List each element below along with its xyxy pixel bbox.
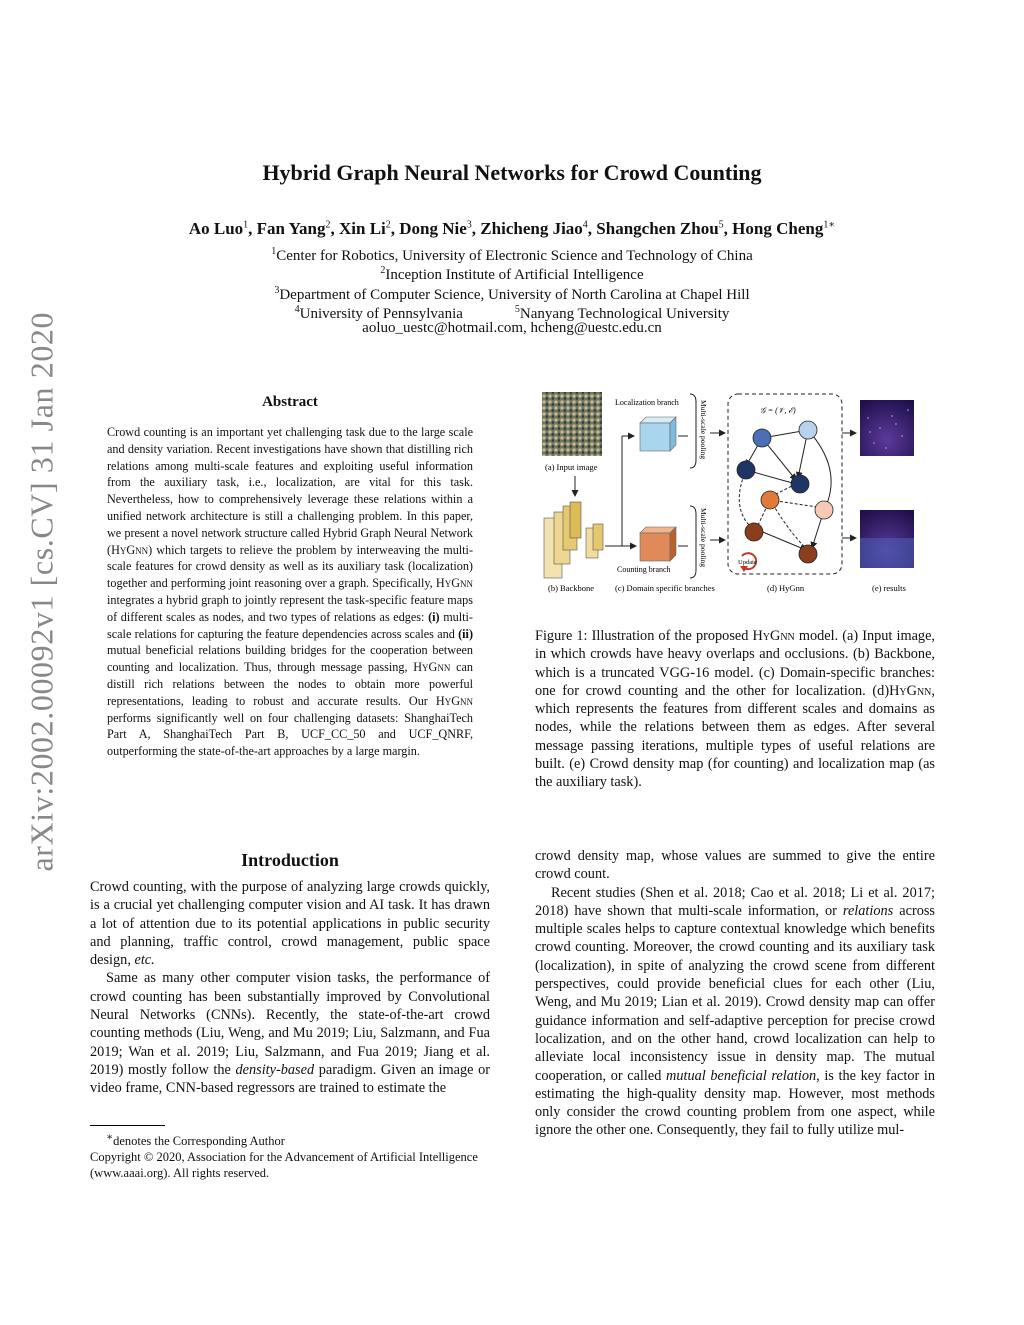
arxiv-side-label: arXiv:2002.00092v1 [cs.CV] 31 Jan 2020 (23, 311, 60, 872)
graph-node (745, 523, 763, 541)
label-b: (b) Backbone (548, 583, 595, 593)
counting-cube (640, 527, 676, 561)
update-label: Update (738, 559, 757, 566)
author: Ao Luo (188, 219, 244, 238)
footnote: ∗denotes the Corresponding Author Copyright © 2020, Association for the Advancement of Artificial Intelligence (www.aaai.org). All rights reserved. (90, 1132, 478, 1181)
localization-cube (640, 417, 676, 451)
affiliation-1: $^1$Center for Robotics, University of Electronic Science and Technology of China (271, 246, 753, 264)
msp-label-top: Multi-scale pooling (699, 400, 708, 459)
author: Shangchen Zhou (596, 219, 719, 238)
label-c: (c) Domain specific branches (615, 583, 715, 593)
intro-left-column (90, 878, 490, 1098)
graph-node (753, 429, 771, 447)
author: Hong Cheng (732, 219, 824, 238)
figure-1 (530, 388, 940, 603)
author: Xin Li (338, 219, 386, 238)
affiliation-4-5: $^4$University of Pennsylvania $^5$Nanyang Technological University (294, 304, 730, 322)
loc-branch-label: Localization branch (615, 398, 679, 407)
paper-title: Hybrid Graph Neural Networks for Crowd Counting (262, 160, 762, 185)
author-list: Ao Luo$^1$, Fan Yang$^2$, Xin Li$^2$, Dong Nie$^3$, Zhicheng Jiao$^4$, Shangchen Zhou$^5$, Hong Cheng$^{1∗}$ (188, 219, 836, 238)
intro-paragraph-2: Same as many other computer vision tasks, the performance of crowd counting has been substantially improved by Convolutional Neural Networks (CNNs). Recently, the state-of-the-art crowd counting methods (Liu, Weng, and Mu 2019; Liu, Salzmann, and Fua 2019; Wan et al. 2019; Liu, Salzmann, and Fua 2019; Jiang et al. 2019) mostly follow the density-based paradigm. Given an image or video frame, CNN-based regressors are trained to estimate the (90, 970, 490, 1097)
affiliation-2: $^2$Inception Institute of Artificial Intelligence (380, 265, 644, 283)
graph-node (799, 421, 817, 439)
author: Dong Nie (399, 219, 467, 238)
intro-paragraph-4: Recent studies (Shen et al. 2018; Cao et al. 2018; Li et al. 2017; 2018) have shown that multi-scale information, or relations across multiple scales helps to capture contextual knowledge which benefits crowd counting. Moreover, the crowd counting and its auxiliary task (localization), in spite of analyzing the crowd scene from different perspectives, could provide beneficial clues for each other (Liu, Weng, and Mu 2019; Lian et al. 2019). Crowd density map can offer guidance information and self-adaptive perception for precise crowd localization, and on the other hand, crowd localization can help to alleviate local inconsistency issue in density map. The mutual cooperation, or called mutual beneficial relation, is the key factor in estimating the high-quality density map. However, most methods only consider the crowd counting problem from one aspect, while ignore the other one. Consequently, they fail to fully utilize mul- (535, 884, 935, 1139)
abstract-body: Crowd counting is an important yet challenging task due to the large scale and density variation. Recent investigations have shown that distilling rich relations among multi-scale features and exploiting useful information from the auxiliary task, i.e., localization, are vital for this task. Nevertheless, how to comprehensively leverage these relations within a unified network architecture is still a challenging problem. In this paper, we present a novel network structure called Hybrid Graph Neural Network (HyGnn) which targets to relieve the problem by interweaving the multi-scale features for crowd density as well as its auxiliary task (localization) together and performing joint reasoning over a graph. Specifically, HyGnn integrates a hybrid graph to jointly represent the task-specific feature maps of different scales as nodes, and two types of relations as edges: (i) multi-scale relations for capturing the feature dependencies across scales and (ii) mutual beneficial relations building bridges for the cooperation between counting and localization. Thus, through message passing, HyGnn can distill rich relations between the nodes to obtain more powerful representations, leading to robust and accurate results. Our HyGnn performs significantly well on four challenging datasets: ShanghaiTech Part A, ShanghaiTech Part B, UCF_CC_50 and UCF_QNRF, outperforming the state-of-the-art approaches by a large margin. (107, 425, 473, 759)
msp-label-bottom: Multi-scale pooling (699, 508, 708, 567)
backbone-blocks (544, 502, 603, 578)
graph-node (815, 501, 833, 519)
author-emails: aoluo_uestc@hotmail.com, hcheng@uestc.edu.cn (362, 320, 662, 336)
graph-node (791, 475, 809, 493)
graph-label: 𝒢 = (𝒱, ℰ) (760, 406, 796, 415)
intro-right-column (535, 847, 935, 1140)
count-branch-label: Counting branch (617, 565, 671, 574)
figure-1-caption: Figure 1: Illustration of the proposed HyGnn model. (a) Input image, in which crowds have heavy overlaps and occlusions. (b) Backbone, which is a truncated VGG-16 model. (c) Domain-specific branches: one for crowd counting and the other for localization. (d)HyGnn, which represents the features from different scales and domains as nodes, while the relations between them as edges. After several message passing iterations, multiple types of useful relations are built. (e) Crowd density map (for counting) and localization map (as the auxiliary task). (535, 628, 935, 791)
label-d: (d) HyGnn (767, 583, 805, 593)
introduction-heading: Introduction (241, 850, 339, 870)
graph-node (799, 545, 817, 563)
author: Zhicheng Jiao (480, 219, 583, 238)
graph-node (737, 461, 755, 479)
label-e: (e) results (872, 583, 906, 593)
author: Fan Yang (256, 219, 326, 238)
graph-node (761, 491, 779, 509)
localization-result-map (860, 400, 914, 456)
input-image-thumbnail (542, 392, 602, 456)
hygnn-box (728, 394, 842, 574)
affiliation-3: $^3$Department of Computer Science, University of North Carolina at Chapel Hill (274, 285, 750, 303)
abstract-heading: Abstract (262, 394, 318, 410)
footnote-rule (90, 1125, 165, 1126)
intro-paragraph-1: Crowd counting, with the purpose of analyzing large crowds quickly, is a crucial yet challenging computer vision and AI task. It has drawn a lot of attention due to its potential applications in public security and planning, traffic control, crowd management, public space design, etc. (90, 879, 490, 969)
intro-paragraph-3: crowd density map, whose values are summed to give the entire crowd count. (535, 848, 935, 883)
label-a: (a) Input image (545, 462, 598, 472)
